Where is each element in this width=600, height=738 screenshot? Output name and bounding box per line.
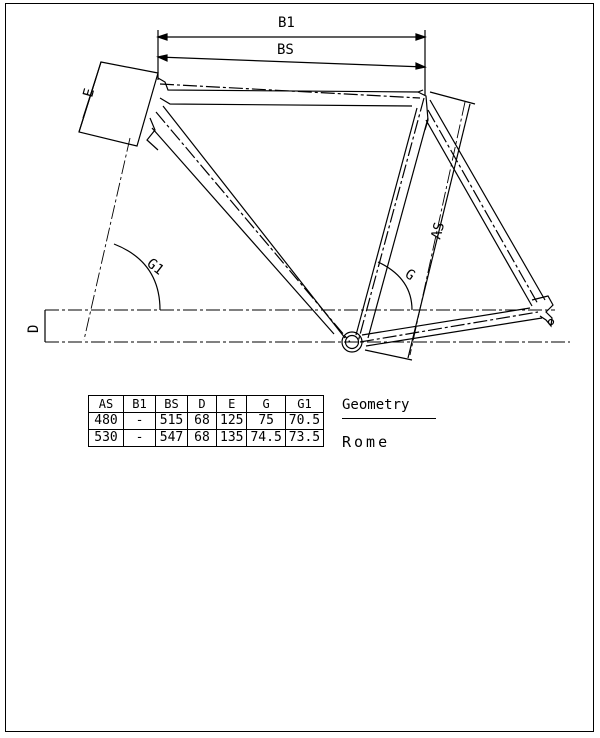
table-cell: 68 <box>188 430 217 447</box>
header-e: E <box>217 396 247 413</box>
table-header-row <box>89 396 324 413</box>
seat-stay <box>426 100 545 306</box>
construction-lines <box>45 102 570 355</box>
table-cell: 74.5 <box>247 430 285 447</box>
table-cell: - <box>124 430 156 447</box>
b1-label: B1 <box>278 15 295 31</box>
geometry-table <box>88 395 324 447</box>
header-d: D <box>188 396 217 413</box>
geometry-title: Geometry <box>342 397 410 413</box>
table-row <box>89 413 324 430</box>
table-cell: 75 <box>247 413 285 430</box>
down-tube <box>147 106 350 342</box>
table-cell: 73.5 <box>285 430 323 447</box>
table-cell: 530 <box>89 430 124 447</box>
title-underline <box>342 418 436 419</box>
d-label: D <box>26 324 42 333</box>
header-g: G <box>247 396 285 413</box>
as-label: AS <box>428 220 449 242</box>
head-tube <box>79 62 158 146</box>
g-label: G <box>401 266 418 285</box>
rear-dropout <box>532 296 554 326</box>
table-cell: 125 <box>217 413 247 430</box>
g1-label: G1 <box>143 255 167 279</box>
table-cell: 515 <box>156 413 188 430</box>
chain-stay <box>360 308 542 346</box>
table-cell: - <box>124 413 156 430</box>
table-cell: 135 <box>217 430 247 447</box>
table-row <box>89 430 324 447</box>
g-angle-arc <box>378 262 412 310</box>
header-bs: BS <box>156 396 188 413</box>
g1-angle-arc <box>114 244 160 310</box>
table-cell: 70.5 <box>285 413 323 430</box>
table-cell: 68 <box>188 413 217 430</box>
table-cell: 547 <box>156 430 188 447</box>
e-label: E <box>80 86 99 100</box>
header-g1: G1 <box>285 396 323 413</box>
header-b1: B1 <box>124 396 156 413</box>
table-cell: 480 <box>89 413 124 430</box>
top-tube <box>158 78 423 106</box>
seat-tube <box>356 92 428 342</box>
bs-label: BS <box>277 42 294 58</box>
header-as: AS <box>89 396 124 413</box>
model-name: Rome <box>342 433 391 451</box>
